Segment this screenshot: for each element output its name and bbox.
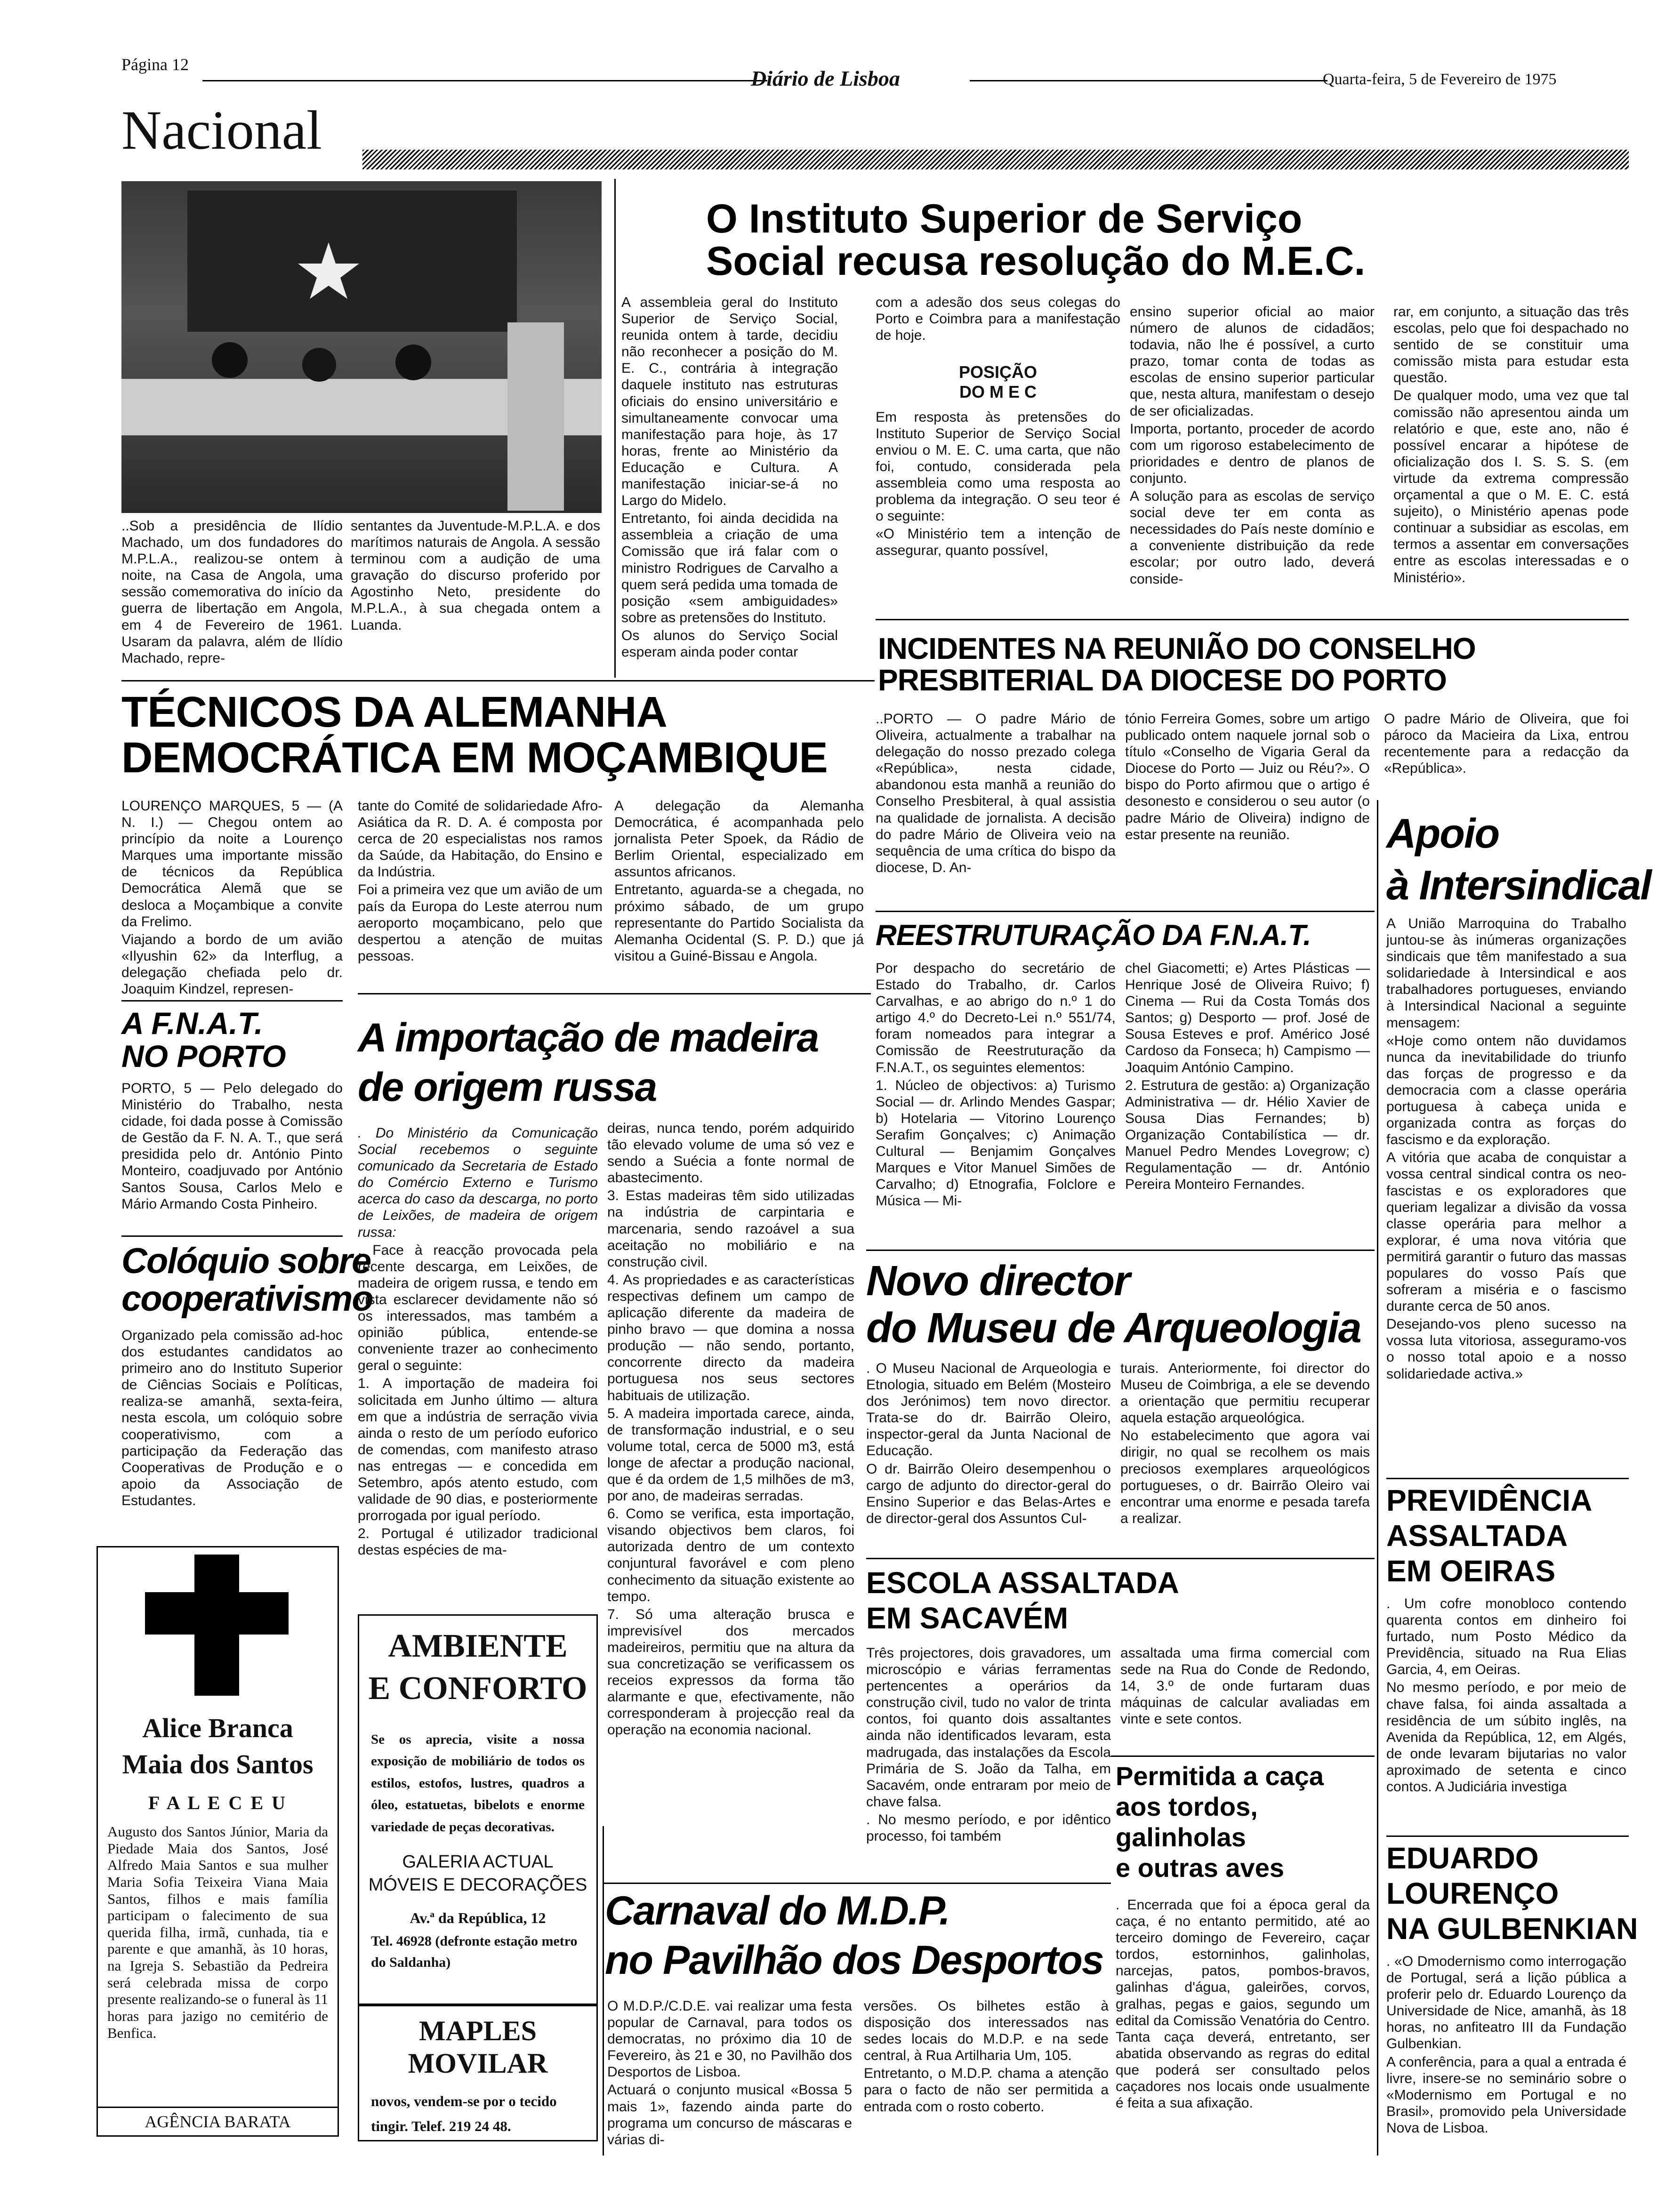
- iss-col3-p1: ensino superior oficial ao maior número de alunos de cidadãos; todavia, não lhe é possível, a curto prazo, tomar conta de todas as escolas de ensino superior particular que, nesta altura, manifestam o desejo de ser oficializadas.: [1130, 304, 1375, 419]
- ad-ambiente-box: [358, 1614, 598, 2005]
- fnat-reestr-col2-p1: chel Giacometti; e) Artes Plásticas — Henrique José de Oliveira Ruivo; f) Cinema — Rui da Costa Tomás dos Santos; g) Desporto — prof. José de Sousa Esteves e prof. Américo José Cardoso da Fonseca; h) Campismo — Joaquim António Campino.: [1125, 961, 1370, 1075]
- obituary-faleceu: F A L E C E U: [148, 1792, 288, 1813]
- tecnicos-col2-p1: tante do Comité de solidariedade Afro-Asiática da R. D. A. é composta por cerca de 20 especialistas nos ramos da Saúde, da Habitação, do Ensino e da Indústria.: [358, 798, 603, 880]
- carnaval-headline-1: Carnaval do M.D.P.: [605, 1888, 949, 1933]
- carnaval-col2-p1: versões. Os bilhetes estão à disposição dos interessados nas sedes locais do M.D.P. e na sede central, à Rua Artilharia Um, 105.: [864, 1998, 1109, 2064]
- intersindical-p4: Desejando-vos pleno sucesso na vossa luta vitoriosa, asseguramo-vos o nosso total apoio e a nosso solidariedade activa.»: [1386, 1316, 1626, 1382]
- incidentes-col2: tónio Ferreira Gomes, sobre um artigo publicado ontem naquele jornal sob o título «Conselho de Vigaria Geral da Diocese do Porto — Juiz ou Réu?». O bispo do Porto afirmou que o artigo é desonesto e considerou o seu autor (o padre Mário de Oliveira) indigno de estar presente na reunião.: [1125, 711, 1370, 842]
- museu-col2-p1: turais. Anteriormente, foi director do Museu de Coimbriga, a ele se devendo a orientação que permitiu recuperar aquela estação arqueológica.: [1120, 1361, 1370, 1426]
- caca-headline-3: galinholas: [1116, 1822, 1246, 1852]
- museu-col1: [866, 1360, 1111, 1528]
- iss-col4-p1: rar, em conjunto, a situação das três escolas, pelo que foi despachado no sentido de se constituir uma comissão mista para estudar esta questão.: [1393, 304, 1629, 386]
- coloquio-body: Organizado pela comissão ad-hoc dos estudantes candidatos ao primeiro ano do Instituto Superior de Ciências Sociais e Políticas, realiza-se amanhã, sexta-feira, nesta escola, um colóquio sobre cooperativismo, com a participação da Federação das Cooperativas de Produção e o apoio da Associação de Estudantes.: [121, 1328, 343, 1508]
- caca-headline-1: Permitida a caça: [1116, 1761, 1324, 1791]
- madeira-p3: 2. Portugal é utilizador tradicional destas espécies de ma-: [358, 1526, 598, 1558]
- lourenco-headline-3: NA GULBENKIAN: [1386, 1912, 1638, 1946]
- caca-top-rule: [1111, 1755, 1375, 1757]
- column-divider: [614, 179, 616, 678]
- obituary-body: Augusto dos Santos Júnior, Maria da Piedade Maia dos Santos, José Alfredo Maia Santos e sua mulher Maria Sofia Teixeira Viana Maia Santos, filhos e mais família participam o falecimento de sua querida filha, irmã, cunhada, tia e parente e que amanhã, às 10 horas, na Igreja S. Sebastião da Pedreira será celebrada missa de corpo presente realizando-se o funeral às 11 horas para jazigo no cemitério de Benfica.: [107, 1823, 328, 2041]
- obituary-agency: AGÊNCIA BARATA: [98, 2107, 338, 2132]
- previdencia-headline-2: ASSALTADA: [1386, 1519, 1568, 1553]
- carnaval-col2: [864, 1998, 1109, 2116]
- intersindical-body: [1386, 915, 1626, 1384]
- photo-illustration: [121, 181, 602, 513]
- right-column-divider: [1377, 800, 1378, 2156]
- cross-icon: [98, 1547, 338, 1703]
- sacavem-top-rule: [866, 1558, 1375, 1559]
- ad-maples-title: MAPLES MOVILAR: [408, 2015, 548, 2079]
- sacavem-headline-2: EM SACAVÉM: [866, 1601, 1069, 1635]
- previdencia-top-rule: [1386, 1478, 1629, 1479]
- intersindical-p3: A vitória que acaba de conquistar a vossa central sindical contra os neo-fascistas e os exploradores que queriam legalizar a divisão da vossa classe operária para melhor a explorar, é uma nova vitória que permitirá garantir o futuro das massas populares do vosso País que sofreram a miséria e o fascismo durante cerca de 50 anos.: [1386, 1150, 1626, 1314]
- iss-col3-p3: A solução para as escolas de serviço social deve ter em conta as necessidades do País neste domínio e a conveniente distribuição da rede escolar; por outro lado, deverá conside-: [1130, 489, 1375, 587]
- tecnicos-top-rule: [121, 680, 875, 681]
- lourenco-headline-1: EDUARDO: [1386, 1841, 1539, 1875]
- iss-col3-p2: Importa, portanto, proceder de acordo com um rigoroso estabelecimento de prioridades e dentro de planos de conjunto.: [1130, 421, 1375, 486]
- coloquio-headline-2: cooperativismo: [121, 1279, 373, 1319]
- standing-person: [507, 322, 564, 511]
- iss-col1-p3: Os alunos do Serviço Social esperam ainda poder contar: [621, 627, 838, 660]
- intersindical-p1: A União Marroquina do Trabalho juntou-se às inúmeras organizações sindicais que têm manifestado a sua solidariedade à Intersindical e aos trabalhadores portugueses, enviando à Intersindical Nacional a seguinte mensagem:: [1386, 916, 1626, 1031]
- lourenco-headline-2: LOURENÇO: [1386, 1876, 1559, 1910]
- page-number: Página 12: [121, 55, 189, 74]
- tecnicos-col1-p2: Viajando a bordo de um avião «Ilyushin 62» da Interflug, a delegação chefiada pelo dr. Joaquim Kindzel, represen-: [121, 931, 343, 997]
- fnat-porto-headline-2: NO PORTO: [121, 1039, 286, 1074]
- museu-col2-p2: No estabelecimento que agora vai dirigir, no qual se recolhem os mais preciosos exemplares arqueológicos portugueses, o dr. Bairrão Oleiro vai encontrar uma enorme e pesada tarefa a realizar.: [1120, 1428, 1370, 1526]
- museu-col1-p1: . O Museu Nacional de Arqueologia e Etnologia, situado em Belém (Mosteiro dos Jerónimos) tem novo director. Trata-se do dr. Bairrão Oleiro, inspector-geral da Junta Nacional de Educação.: [866, 1361, 1111, 1459]
- museu-top-rule: [866, 1250, 1375, 1251]
- madeira-col2-p5: 6. Como se verifica, esta importação, visando objectivos bem claros, foi autorizada dentro de um contexto conjuntural favorável e com pleno conhecimento da situação existente ao tempo.: [607, 1506, 854, 1604]
- person-3: [395, 345, 431, 380]
- ad-ambiente-address: Av.ª da República, 12: [410, 1909, 546, 1926]
- caca-headline-4: e outras aves: [1116, 1853, 1284, 1883]
- person-1: [212, 342, 248, 378]
- sacavem-col1-p1: Três projectores, dois gravadores, um microscópio e várias ferramentas pertencentes a operários da construção civil, tudo no valor de trinta contos, foi quanto dois assaltantes ainda não identificados levaram, esta madrugada, das instalações da Escola Primária de S. João da Talha, em Sacavém, onde entraram por meio de chave falsa.: [866, 1645, 1111, 1810]
- tecnicos-col2: [358, 798, 603, 966]
- madeira-p2: 1. A importação de madeira foi solicitada em Junho último — altura em que a indústria de serração vivia ainda o resto de um período euforico de comendas, com manifesto atraso nas entregas — e concedida em Setembro, após atento estudo, com validade de 90 dias, e posteriormente prorrogada por igual período.: [358, 1376, 598, 1524]
- obituary-box: [97, 1546, 339, 2137]
- iss-subhead-1: POSIÇÃO: [958, 362, 1038, 382]
- madeira-top-rule: [358, 993, 871, 994]
- flag: [187, 191, 517, 332]
- tecnicos-col3: [614, 798, 864, 966]
- previdencia-p1: . Um cofre monobloco contendo quarenta contos em dinheiro foi furtado, num Posto Médico da Previdência, situado na Rua Elias Garcia, 4, em Oeiras.: [1386, 1596, 1626, 1678]
- header-rule-left: [202, 80, 767, 81]
- iss-headline: O Instituto Superior de Serviço Social recusa resolução do M.E.C.: [706, 196, 1366, 284]
- carnaval-col2-p2: Entretanto, o M.D.P. chama a atenção para o facto de não ser permitida a entrada com o rosto coberto.: [864, 2066, 1109, 2115]
- ad-maples-box: [358, 2005, 598, 2141]
- photo-caption-col1: ..Sob a presidência de Ilídio Machado, um dos fundadores do M.P.L.A., realizou-se ontem à noite, na Casa de Angola, uma sessão comemorativa do início da guerra de libertação em Angola, em 4 de Fevereiro de 1961. Usaram da palavra, além de Ilídio Machado, repre-: [121, 518, 343, 666]
- madeira-col2-p4: 5. A madeira importada carece, ainda, de transformação industrial, e o seu volume total, cerca de 5000 m3, está longe de afectar a produção nacional, que é da ordem de 1,5 milhões de m3, por ano, de madeiras serradas.: [607, 1405, 854, 1504]
- madeira-headline-1: A importação de madeira: [358, 1015, 819, 1060]
- madeira-col2-p1: deiras, nunca tendo, porém adquirido tão elevado volume de uma só vez e sendo a Suécia a fonte normal de abastecimento.: [607, 1121, 854, 1186]
- carnaval-headline-2: no Pavilhão dos Desportos: [605, 1938, 1103, 1983]
- section-hatch-bar: [362, 150, 1629, 169]
- lourenco-body: [1386, 1953, 1626, 2138]
- ad-ambiente-title-1: AMBIENTE: [388, 1628, 568, 1664]
- column-divider-2: [603, 1826, 604, 2156]
- madeira-col2: [607, 1120, 854, 1739]
- madeira-p1: . Face à reacção provocada pela recente descarga, em Leixões, de madeira de origem russa, e tendo em vista esclarecer devidamente não só os interessados, mas também a opinião pública, entende-se conveniente trazer ao conhecimento geral o seguinte:: [358, 1242, 598, 1374]
- madeira-headline-2: de origem russa: [358, 1065, 657, 1110]
- incidentes-col1: ..PORTO — O padre Mário de Oliveira, actualmente a trabalhar na delegação do nosso prezado colega «República», nesta cidade, abandonou esta manhã a reunião do Conselho Presbiteral, à qual assistia na qualidade de jornalista. A decisão do padre Mário de Oliveira veio na sequência de uma crítica do bispo da diocese, D. An-: [876, 711, 1116, 875]
- iss-col2-p1: com a adesão dos seus colegas do Porto e Coimbra para a manifestação de hoje.: [876, 295, 1120, 344]
- person-2: [302, 348, 336, 382]
- ad-ambiente-tel: Tel. 46928 (defronte estação metro do Saldanha): [371, 1933, 578, 1970]
- tecnicos-headline: TÉCNICOS DA ALEMANHA DEMOCRÁTICA EM MOÇAMBIQUE: [121, 688, 828, 782]
- fnat-reestr-col2-p2: 2. Estrutura de gestão: a) Organização Administrativa — dr. Hélio Xavier de Sousa Dias Fernandes; b) Organização Contabilística — dr. Manuel Pedro Mendes Lovegrow; c) Regulamentação — dr. António Pereira Monteiro Fernandes.: [1125, 1077, 1370, 1193]
- iss-col1-p1: A assembleia geral do Instituto Superior de Serviço Social, reunida ontem à tarde, decidiu não reconhecer a posição do M. E. C., contrária à integração daquele instituto nas estruturas oficiais do ensino universitário e simultaneamente convocar uma manifestação para hoje, às 17 horas, frente ao Ministério da Educação e Cultura. A manifestação iniciar-se-á no Largo do Midelo.: [621, 295, 838, 509]
- intersindical-headline-1: Apoio: [1386, 810, 1499, 857]
- lourenco-p1: . «O Dmodernismo como interrogação de Portugal, será a lição pública a proferir pelo dr. Eduardo Lourenço da Universidade de Nice, amanhã, às 18 horas, no anfiteatro III da Fundação Gulbenkian.: [1386, 1954, 1626, 2052]
- caca-headline-2: aos tordos,: [1116, 1792, 1258, 1821]
- madeira-col2-p6: 7. Só uma alteração brusca e imprevisível dos mercados madeireiros, permitiu que na altura da sua concretização se verificassem os receios expressos da forma tão alarmante e que, efectivamente, não corresponderam à projecção real da operação na economia nacional.: [607, 1606, 854, 1738]
- incidentes-top-rule: [876, 619, 1629, 620]
- intersindical-headline-2: à Intersindical: [1386, 862, 1651, 908]
- fnat-reestr-top-rule: [876, 911, 1375, 912]
- lourenco-p2: A conferência, para a qual a entrada é livre, insere-se no seminário sobre o «Modernismo em Portugal e no Brasil», promovido pela Universidade Nova de Lisboa.: [1386, 2054, 1626, 2136]
- ad-ambiente-store-1: GALERIA ACTUAL: [402, 1851, 554, 1872]
- iss-col2: [876, 294, 1120, 560]
- carnaval-col1-p1: O M.D.P./C.D.E. vai realizar uma festa popular de Carnaval, para todos os democratas, no próximo dia 10 de Fevereiro, às 21 e 30, no Pavilhão dos Desportos de Lisboa.: [607, 1998, 852, 2080]
- sacavem-col2: assaltada uma firma comercial com sede na Rua do Conde de Redondo, 14, 3.º de onde furtaram duas máquinas de calcular avaliadas em vinte e sete contos.: [1120, 1645, 1370, 1727]
- coloquio-headline-1: Colóquio sobre: [121, 1241, 371, 1281]
- ad-ambiente-store-2: MÓVEIS E DECORAÇÕES: [368, 1875, 587, 1895]
- iss-col2-p3: «O Ministério tem a intenção de assegurar, quanto possível,: [876, 526, 1120, 559]
- photo-caption-col2: sentantes da Juventude-M.P.L.A. e dos marítimos naturais de Angola. A sessão terminou com a audição de uma gravação do discurso proferido por Agostinho Neto, presidente do M.P.L.A., à sua chegada ontem a Luanda.: [351, 518, 600, 633]
- madeira-col2-p3: 4. As propriedades e as características respectivas definem um campo de aplicação diferente da madeira de pinho bravo — que domina a nossa produção — não sendo, portanto, concorrente directo da madeira portuguesa nos seus sectores habituais de utilização.: [607, 1272, 854, 1403]
- tecnicos-col1: [121, 798, 343, 999]
- tecnicos-col3-p1: A delegação da Alemanha Democrática, é acompanhada pelo jornalista Peter Spoek, da Rádio de Berlim Oriental, especializado em assuntos africanos.: [614, 798, 864, 880]
- museu-headline-2: do Museu de Arqueologia: [866, 1305, 1361, 1352]
- masthead: Diário de Lisboa: [751, 66, 900, 90]
- tecnicos-col2-p2: Foi a primeira vez que um avião de um país da Europa do Leste aterrou num aeroporto moçambicano, pelo que despertou a atenção de muitas pessoas.: [358, 882, 603, 964]
- sacavem-col1: [866, 1645, 1111, 1846]
- previdencia-p2: No mesmo período, e por meio de chave falsa, foi ainda assaltada a residência de um súbito inglês, na Avenida da República, 12, em Algés, de onde levaram bijutarias no valor aproximado de setenta e cinco contos. A Judiciária investiga: [1386, 1680, 1626, 1795]
- madeira-col2-p2: 3. Estas madeiras têm sido utilizadas na indústria de carpintaria e marcenaria, sendo razoável a sua aceitação no mobiliário e na construção civil.: [607, 1188, 854, 1270]
- fnat-reestr-col1: [876, 960, 1116, 1210]
- header-rule-right: [970, 80, 1327, 81]
- carnaval-col1-p2: Actuará o conjunto musical «Bossa 5 mais 1», fazendo ainda parte do programa um concurso de máscaras e várias di-: [607, 2082, 852, 2148]
- issue-date: Quarta-feira, 5 de Fevereiro de 1975: [1323, 71, 1557, 88]
- cross-horizontal: [145, 1592, 289, 1635]
- sacavem-headline-1: ESCOLA ASSALTADA: [866, 1566, 1179, 1600]
- museu-headline-1: Novo director: [866, 1258, 1130, 1305]
- iss-subhead-2: DO M E C: [959, 382, 1037, 402]
- intersindical-p2: «Hoje como ontem não duvidamos nunca da inevitabilidade do triunfo das forças de progresso e da democracia com a classe operária portuguesa à cabeça unida e organizada contra as forças do fascismo e da exploração.: [1386, 1033, 1626, 1148]
- iss-col4: [1393, 304, 1629, 587]
- obituary-name-2: Maia dos Santos: [122, 1749, 314, 1779]
- iss-col4-p2: De qualquer modo, uma vez que tal comissão não apresentou ainda um relatório e que, este ano, não é possível encarar a hipótese de oficialização dos I. S. S. S. (em virtude da extrema compressão orçamental a que o M. E. C. está sujeito), o Ministério apenas pode continuar a subsidiar as escolas, em termos a assentar em conversações entre as escolas interessadas e o Ministério».: [1393, 388, 1629, 585]
- sacavem-col1-p2: . No mesmo período, e por idêntico processo, foi também: [866, 1811, 1111, 1844]
- iss-col3: [1130, 304, 1375, 589]
- obituary-name-1: Alice Branca: [142, 1713, 293, 1743]
- fnat-reestr-col1-p2: 1. Núcleo de objectivos: a) Turismo Social — dr. Arlindo Mendes Gaspar; b) Hotelaria — Vitorino Lourenço Serafim Gonçalves; c) Animação Cultural — Benjamim Gonçalves Marques e Vitor Manuel Simões de Carvalho; d) Etnografia, Folclore e Música — Mi-: [876, 1077, 1116, 1209]
- fnat-porto-top-rule: [121, 1000, 343, 1002]
- lourenco-top-rule: [1386, 1835, 1629, 1837]
- fnat-reestr-headline: REESTRUTURAÇÃO DA F.N.A.T.: [876, 919, 1311, 952]
- incidentes-col3: O padre Mário de Oliveira, que foi pároco da Macieira da Lixa, entrou recentemente para a redacção da «República».: [1384, 711, 1629, 777]
- section-title: Nacional: [121, 99, 322, 161]
- previdencia-headline-3: EM OEIRAS: [1386, 1554, 1556, 1588]
- fnat-porto-headline-1: A F.N.A.T.: [121, 1006, 263, 1041]
- incidentes-headline: INCIDENTES NA REUNIÃO DO CONSELHO PRESBITERIAL DA DIOCESE DO PORTO: [878, 632, 1476, 697]
- iss-col1: [621, 294, 838, 662]
- previdencia-headline-1: PREVIDÊNCIA: [1386, 1483, 1593, 1517]
- fnat-porto-body: PORTO, 5 — Pelo delegado do Ministério do Trabalho, nesta cidade, foi dada posse à Comissão de Gestão da F. N. A. T., que será presidida pelo dr. António Pinto Monteiro, coadjuvado por António Santos Sousa, Carlos Melo e Mário Armando Costa Pinheiro.: [121, 1081, 343, 1212]
- carnaval-top-rule: [603, 1883, 1111, 1884]
- ad-ambiente-body: Se os aprecia, visite a nossa exposição de mobiliário de todos os estilos, estofos, lustres, quadros a óleo, estatuetas, bibelots e enorme variedade de peças decorativas.: [371, 1732, 585, 1835]
- iss-col1-p2: Entretanto, foi ainda decidida na assembleia a criação de uma Comissão que irá falar com o ministro Rodrigues de Carvalho a quem será pedida uma tomada de posição «sem ambiguidades» sobre as pretensões do Instituto.: [621, 511, 838, 625]
- fnat-reestr-col1-p1: Por despacho do secretário de Estado do Trabalho, dr. Carlos Carvalhas, e ao abrigo do n.º 1 do artigo 4.º do Decreto-Lei n.º 551/74, foram nomeados para integrar a Comissão de Reestruturação da F.N.A.T., os seguintes elementos:: [876, 961, 1116, 1075]
- museu-col2: [1120, 1360, 1370, 1528]
- tecnicos-col1-p1: LOURENÇO MARQUES, 5 — (A N. I.) — Chegou ontem ao princípio da noite a Lourenço Marques uma importante missão de técnicos da República Democrática Alemã que se desloca a Moçambique a convite da Frelimo.: [121, 798, 343, 930]
- news-photo: [121, 181, 602, 513]
- museu-col1-p2: O dr. Bairrão Oleiro desempenhou o cargo de adjunto do director-geral do Ensino Superior e das Belas-Artes e de director-geral dos Assuntos Cul-: [866, 1461, 1111, 1526]
- previdencia-body: [1386, 1595, 1626, 1796]
- fnat-reestr-col2: [1125, 960, 1370, 1194]
- madeira-intro: . Do Ministério da Comunicação Social recebemos o seguinte comunicado da Secretaria de Estado do Comércio Externo e Turismo acerca do caso da descarga, no porto de Leixões, de madeira de origem russa:: [358, 1125, 598, 1240]
- ad-ambiente-title-2: E CONFORTO: [368, 1670, 587, 1707]
- iss-col2-p2: Em resposta às pretensões do Instituto Superior de Serviço Social enviou o M. E. C. uma carta, que não foi, contudo, considerada pela assembleia como uma resposta ao problema da integração. O seu teor é o seguinte:: [876, 409, 1120, 524]
- coloquio-top-rule: [121, 1235, 343, 1237]
- ad-maples-body: novos, vendem-se por o tecido tingir. Telef. 219 24 48.: [371, 2093, 557, 2134]
- tecnicos-col3-p2: Entretanto, aguarda-se a chegada, no próximo sábado, de um grupo representante do Partido Socialista da Alemanha Ocidental (S. P. D.) que já visitou a Guiné-Bissau e Angola.: [614, 882, 864, 964]
- caca-body: . Encerrada que foi a época geral da caça, é no entanto permitido, até ao terceiro domingo de Fevereiro, caçar tordos, estorninhos, galinholas, narcejas, patos, pombos-bravos, galinhas d'água, galeirões, corvos, gralhas, pegas e gaios, segundo um edital da Comissão Venatória do Centro. Tanta caça deverá, entretanto, ser abatida observando as regras do edital que poderá ser consultado pelos caçadores nos locais onde usualmente é feita a sua afixação.: [1116, 1897, 1370, 2111]
- madeira-col1: [358, 1125, 598, 1560]
- carnaval-col1: [607, 1998, 852, 2149]
